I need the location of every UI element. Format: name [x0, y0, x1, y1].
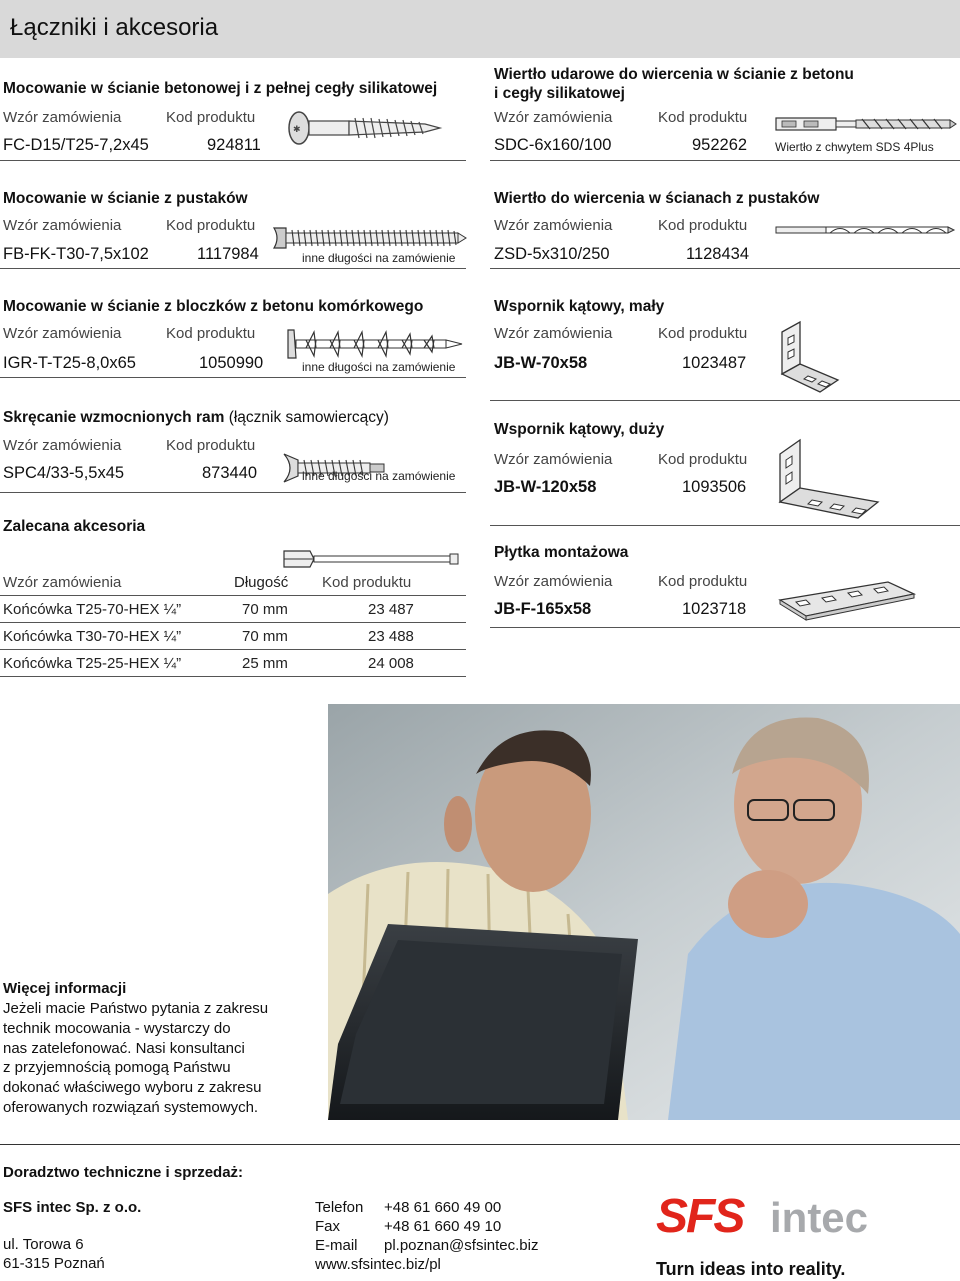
section-title: Wiertło do wiercenia w ścianach z pustaków [494, 190, 820, 207]
screw-image [286, 326, 466, 362]
order-number: FC-D15/T25-7,2x45 [3, 136, 149, 154]
order-number: JB-W-70x58 [494, 354, 588, 372]
info-line: technik mocowania - wystarczy do [3, 1019, 231, 1037]
drill-bit-image [774, 112, 958, 136]
accessory-length: 25 mm [242, 655, 288, 672]
product-code: 873440 [202, 464, 258, 482]
divider [0, 649, 466, 650]
info-line: z przyjemnością pomogą Państwu [3, 1059, 231, 1077]
section-title-extra: (łącznik samowiercący) [224, 409, 389, 426]
order-number: IGR-T-T25-8,0x65 [3, 354, 136, 372]
section-title [3, 409, 389, 427]
accessory-code: 23 487 [368, 601, 414, 618]
order-label: Wzór zamówienia [3, 325, 122, 342]
order-number: SPC4/33-5,5x45 [3, 464, 125, 482]
mounting-plate-image [776, 578, 918, 622]
order-label: Wzór zamówienia [494, 109, 613, 126]
section-title: Płytka montażowa [494, 544, 629, 561]
drill-bit-image [774, 222, 956, 238]
info-text [3, 999, 268, 1118]
section-title-line2: i cegły silikatowej [494, 85, 625, 102]
order-number: JB-F-165x58 [494, 600, 592, 618]
other-lengths-note: inne długości na zamówienie [302, 251, 456, 265]
accessory-code: 23 488 [368, 628, 414, 645]
code-label: Kod produktu [322, 574, 412, 591]
order-label: Wzór zamówienia [494, 325, 613, 342]
section-title: Wspornik kątowy, duży [494, 421, 665, 438]
product-code: 1117984 [197, 245, 259, 263]
phone-label: Telefon [315, 1199, 364, 1216]
info-line: dokonać właściwego wyboru z zakresu [3, 1079, 262, 1097]
code-label: Kod produktu [658, 573, 748, 590]
accessory-name: Końcówka T25-70-HEX ¼” [3, 601, 182, 618]
section-title: Mocowanie w ścianie betonowej i z pełnej cegły silikatowej [3, 80, 438, 97]
other-lengths-note: inne długości na zamówienie [302, 360, 456, 374]
divider [0, 377, 466, 378]
product-code: 1050990 [199, 354, 264, 372]
section-title: Mocowanie w ścianie z pustaków [3, 190, 248, 207]
logo-sfs: SFS [656, 1190, 744, 1243]
order-label: Wzór zamówienia [494, 451, 613, 468]
bracket-image [778, 318, 844, 398]
divider [490, 400, 960, 401]
order-number: SDC-6x160/100 [494, 136, 612, 154]
order-number: JB-W-120x58 [494, 478, 597, 496]
divider [0, 268, 466, 269]
info-line: nas zatelefonować. Nasi konsultanci [3, 1039, 245, 1057]
order-label: Wzór zamówienia [494, 217, 613, 234]
address-street: ul. Torowa 6 [3, 1236, 84, 1253]
divider [0, 595, 466, 596]
fax-label: Fax [315, 1218, 341, 1235]
code-label: Kod produktu [166, 217, 256, 234]
code-label: Kod produktu [166, 109, 256, 126]
order-label: Wzór zamówienia [494, 573, 613, 590]
divider [0, 160, 466, 161]
accessory-name: Końcówka T30-70-HEX ¼” [3, 628, 182, 645]
bit-image [282, 548, 462, 570]
email-label: E-mail [315, 1237, 358, 1254]
section-title-bold: Skręcanie wzmocnionych ram [3, 409, 225, 426]
page-title: Łączniki i akcesoria [10, 14, 219, 41]
drill-note: Wiertło z chwytem SDS 4Plus [775, 140, 934, 154]
order-label: Wzór zamówienia [3, 574, 122, 591]
photo-consultants [328, 704, 960, 1120]
product-code: 1128434 [686, 245, 750, 263]
order-label: Wzór zamówienia [3, 217, 122, 234]
logo-tagline: Turn ideas into reality. [656, 1259, 846, 1279]
screw-image [272, 224, 468, 252]
divider [0, 622, 466, 623]
product-code: 1023718 [682, 600, 747, 618]
accessory-length: 70 mm [242, 628, 288, 645]
accessories-title: Zalecana akcesoria [3, 518, 146, 535]
phone-number[interactable]: +48 61 660 49 00 [384, 1199, 502, 1216]
screw-image [285, 108, 445, 148]
code-label: Kod produktu [658, 217, 748, 234]
product-code: 1093506 [682, 478, 747, 496]
product-code: 1023487 [682, 354, 747, 372]
product-code: 952262 [692, 136, 748, 154]
section-title: Wiertło udarowe do wiercenia w ścianie z betonu [494, 66, 854, 83]
order-number: FB-FK-T30-7,5x102 [3, 245, 149, 263]
info-line: oferowanych rozwiązań systemowych. [3, 1098, 259, 1116]
order-label: Wzór zamówienia [3, 109, 122, 126]
logo-intec: intec [770, 1194, 869, 1241]
info-title: Więcej informacji [3, 980, 127, 997]
divider [490, 627, 960, 628]
other-lengths-note: inne długości na zamówienie [302, 469, 456, 483]
code-label: Kod produktu [658, 325, 748, 342]
accessory-code: 24 008 [368, 655, 414, 672]
section-title: Wspornik kątowy, mały [494, 298, 665, 315]
section-title: Mocowanie w ścianie z bloczków z betonu komórkowego [3, 298, 424, 315]
contact-heading: Doradztwo techniczne i sprzedaż: [3, 1164, 244, 1181]
divider [490, 268, 960, 269]
accessory-name: Końcówka T25-25-HEX ¼” [3, 655, 182, 672]
divider [0, 676, 466, 677]
order-label: Wzór zamówienia [3, 437, 122, 454]
bracket-image [776, 436, 884, 522]
code-label: Kod produktu [166, 325, 256, 342]
length-label: Długość [234, 574, 289, 591]
code-label: Kod produktu [658, 109, 748, 126]
fax-number: +48 61 660 49 10 [384, 1218, 502, 1235]
code-label: Kod produktu [166, 437, 256, 454]
footer-divider [0, 1144, 960, 1145]
address-city: 61-315 Poznań [3, 1255, 105, 1272]
divider [490, 160, 960, 161]
code-label: Kod produktu [658, 451, 748, 468]
accessory-length: 70 mm [242, 601, 288, 618]
svg-text:✱: ✱ [293, 124, 301, 134]
info-line: Jeżeli macie Państwo pytania z zakresu [3, 1000, 269, 1017]
product-code: 924811 [207, 136, 261, 154]
email-link[interactable]: pl.poznan@sfsintec.biz [384, 1237, 539, 1254]
divider [0, 492, 466, 493]
website-link[interactable]: www.sfsintec.biz/pl [315, 1256, 441, 1273]
company-name: SFS intec Sp. z o.o. [3, 1199, 142, 1216]
order-number: ZSD-5x310/250 [494, 245, 610, 263]
divider [490, 525, 960, 526]
